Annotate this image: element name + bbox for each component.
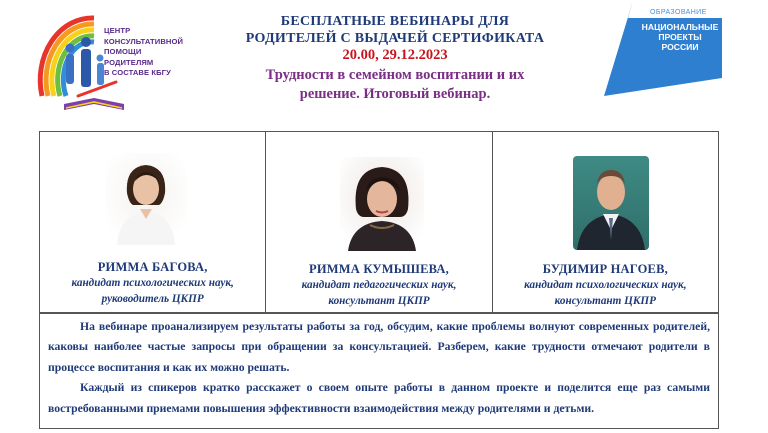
speaker-position-1: руководитель ЦКПР (101, 292, 204, 305)
national-projects-line-1: НАЦИОНАЛЬНЫЕ (641, 22, 719, 32)
logo-line-2: КОНСУЛЬТАТИВНОЙ (104, 36, 184, 46)
center-logo (34, 4, 194, 120)
logo-line-5: В СОСТАВЕ КБГУ (104, 68, 171, 78)
speakers-table (39, 131, 719, 313)
national-projects-line-2: ПРОЕКТЫ (658, 32, 702, 42)
description-paragraph-1: На вебинаре проанализируем результаты работы за год, обсудим, какие проблемы волнуют современных родителей, каковы наиболее частые запросы при обращении за консультацией. Разберем, какие трудности отмечают родители в процессе воспитания и как их можно решать. (48, 320, 710, 374)
national-projects-line-3: РОССИИ (661, 42, 699, 52)
speaker-card-1 (40, 132, 265, 312)
speaker-degree-3: кандидат психологических наук, (524, 279, 687, 291)
speaker-name-3: БУДИМИР НАГОЕВ, (542, 262, 668, 276)
header-title-line-2: РОДИТЕЛЕЙ С ВЫДАЧЕЙ СЕРТИФИКАТА (245, 30, 545, 46)
logo-line-4: РОДИТЕЛЯМ (104, 57, 154, 67)
national-projects-subtitle: ОБРАЗОВАНИЕ (650, 9, 707, 16)
national-projects-name (638, 22, 722, 52)
logo-line-1: ЦЕНТР (104, 26, 131, 35)
webinar-date: 20.00, 29.12.2023 (342, 47, 448, 63)
webinar-topic-line-1: Трудности в семейном воспитании и их (265, 67, 525, 83)
speaker-degree-2: кандидат педагогических наук, (301, 279, 457, 291)
header-title-line-1: БЕСПЛАТНЫЕ ВЕБИНАРЫ ДЛЯ (280, 14, 510, 29)
webinar-description (39, 313, 719, 429)
speaker-card-2 (265, 132, 491, 312)
speaker-name-1: РИММА БАГОВА, (97, 260, 208, 274)
speaker-photo-2 (340, 157, 424, 251)
webinar-topic-line-2: решение. Итоговый вебинар. (299, 86, 491, 102)
speaker-card-3 (492, 132, 718, 312)
speaker-position-2: консультант ЦКПР (328, 294, 430, 307)
speaker-position-3: консультант ЦКПР (554, 294, 656, 307)
speaker-degree-1: кандидат психологических наук, (71, 277, 234, 289)
speaker-name-2: РИММА КУМЫШЕВА, (309, 262, 449, 276)
national-projects-logo (598, 0, 728, 100)
webinar-header (200, 14, 590, 104)
logo-line-3: ПОМОЩИ (104, 47, 142, 57)
speaker-photo-3 (573, 156, 649, 250)
description-paragraph-2: Каждый из спикеров кратко расскажет о своем опыте работы в данном проекте и поделится еще раз самыми востребованными приемами повышения эффективности взаимодействия между родителями и детьми. (48, 381, 710, 415)
speaker-photo-1 (105, 153, 187, 245)
logo-caption (104, 26, 200, 79)
